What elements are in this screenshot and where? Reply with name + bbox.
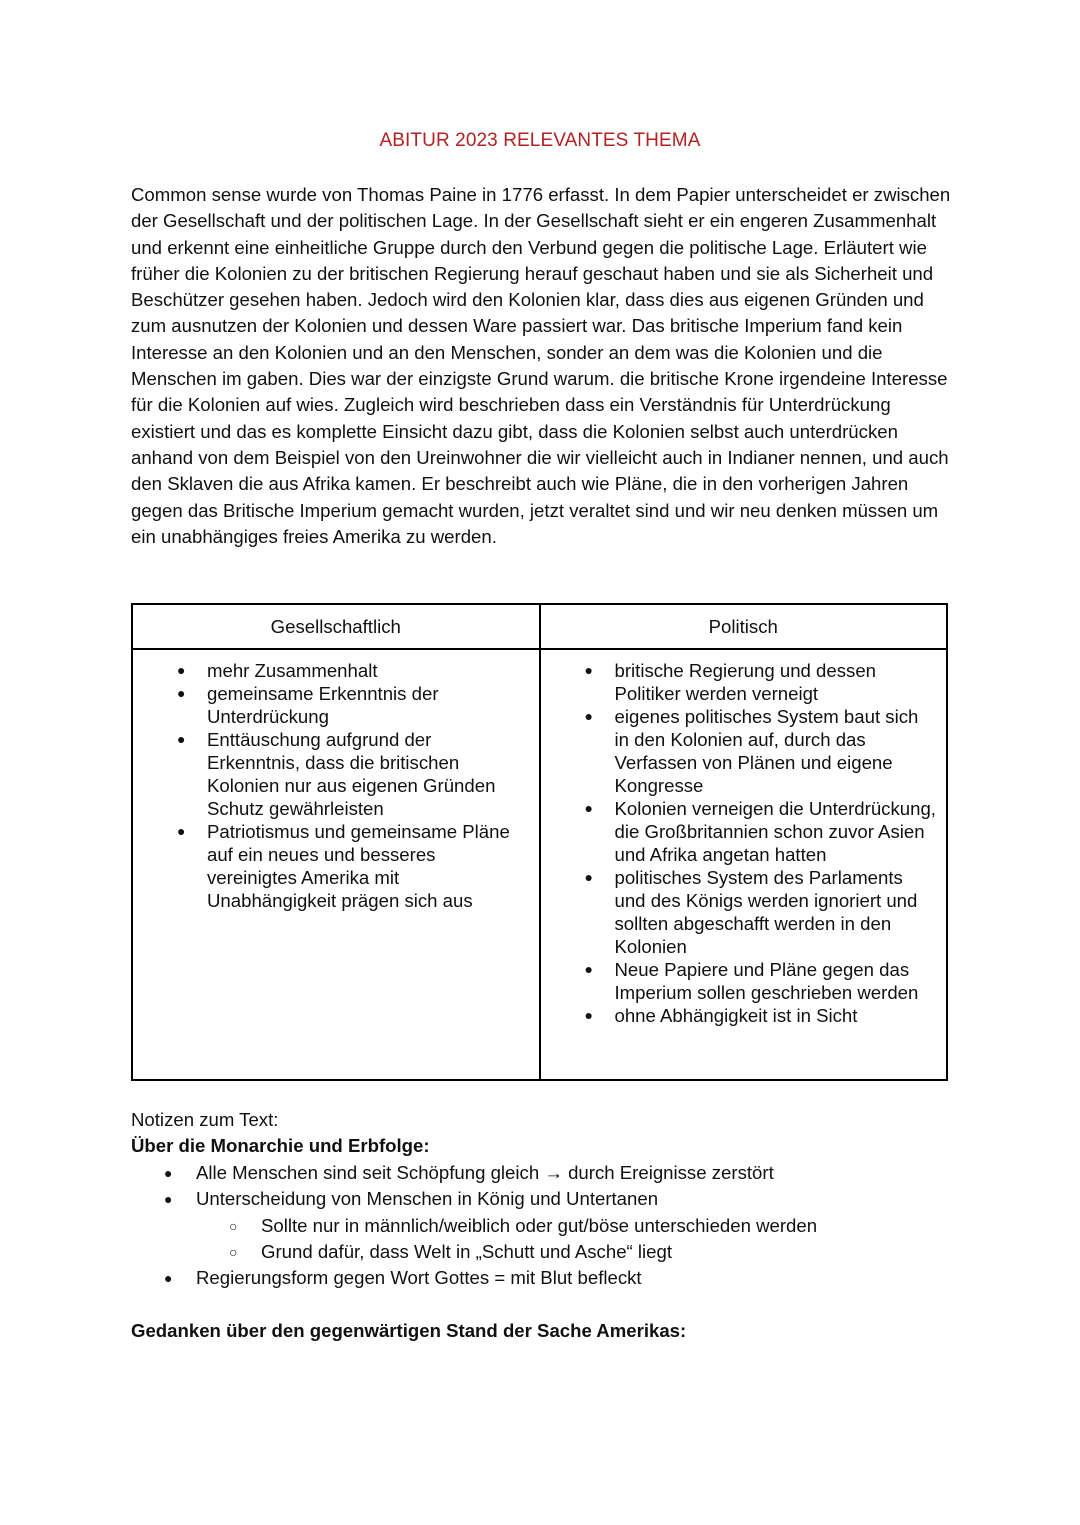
intro-paragraph: Common sense wurde von Thomas Paine in 1776 erfasst. In dem Papier unterscheidet er zwischen der Gesellschaft und der politischen Lage. In der Gesellschaft sieht er ein engeren Zusammenhalt und erkennt eine einheitliche Gruppe durch den Verbund gegen die politische Lage. Erläutert wie früher die Kolonien zu der britischen Regierung herauf geschaut haben und sie als Sicherheit und Beschützer gesehen haben. Jedoch wird den Kolonien klar, dass dies aus eigenen Gründen und zum ausnutzen der Kolonien und dessen Ware passiert war. Das britische Imperium fand kein Interesse an den Kolonien und an den Menschen, sonder an dem was die Kolonien und die Menschen im gaben. Dies war der einzigste Grund warum. die britische Krone irgendeine Interesse für die Kolonien auf wies. Zugleich wird beschrieben dass ein Verständnis für Unterdrückung existiert und das es komplette Einsicht dazu gibt, dass die Kolonien selbst auch unterdrücken anhand von dem Beispiel von den Ureinwohner die wir vielleicht auch in Indianer nennen, und auch den Sklaven die aus Afrika kamen. Er beschreibt auch wie Pläne, die in den vorherigen Jahren gegen das Britische Imperium gemacht wurden, jetzt veraltet sind und wir neu denken müssen um ein unabhängiges freies Amerika zu werden. — [131, 184, 951, 547]
list-item: ● Neue Papiere und Pläne gegen das Imperium sollen geschrieben werden — [585, 958, 937, 1004]
list-item: ● ohne Abhängigkeit ist in Sicht — [585, 1004, 937, 1027]
list-item: ● politisches System des Parlaments und des Königs werden ignoriert und sollten abgeschafft werden in den Kolonien — [585, 866, 937, 958]
sub-list-item: ○ Sollte nur in männlich/weiblich oder gut/böse unterschieden werden — [229, 1213, 1024, 1239]
list-item: ● gemeinsame Erkenntnis der Unterdrückung — [177, 682, 529, 728]
heading-monarchie: Über die Monarchie und Erbfolge: — [131, 1135, 430, 1156]
cell-politisch — [540, 649, 948, 1080]
gesellschaftlich-list — [133, 650, 539, 912]
list-item: ● Kolonien verneigen die Unterdrückung, die Großbritannien schon zuvor Asien und Afrika angetan hatten — [585, 797, 937, 866]
cell-gesellschaftlich — [132, 649, 540, 1080]
comparison-table — [131, 603, 948, 1081]
header-politisch: Politisch — [540, 604, 948, 649]
header-gesellschaftlich: Gesellschaftlich — [132, 604, 540, 649]
heading-gedanken: Gedanken über den gegenwärtigen Stand der Sache Amerikas: — [131, 1320, 687, 1341]
notes-list — [164, 1160, 1024, 1291]
list-item: ● Regierungsform gegen Wort Gottes = mit Blut befleckt — [164, 1265, 1024, 1291]
document-title: ABITUR 2023 RELEVANTES THEMA — [379, 130, 701, 151]
list-item: ● britische Regierung und dessen Politiker werden verneigt — [585, 659, 937, 705]
list-item: ● Alle Menschen sind seit Schöpfung gleich → durch Ereignisse zerstört — [164, 1160, 1024, 1186]
politisch-list — [541, 650, 947, 1027]
list-item: ● eigenes politisches System baut sich in den Kolonien auf, durch das Verfassen von Plänen und eigene Kongresse — [585, 705, 937, 797]
sub-list-item: ○ Grund dafür, dass Welt in „Schutt und Asche“ liegt — [229, 1239, 1024, 1265]
list-item: ● mehr Zusammenhalt — [177, 659, 529, 682]
table-body-row — [132, 649, 947, 1080]
list-item: ● Patriotismus und gemeinsame Pläne auf ein neues und besseres vereinigtes Amerika mit Unabhängigkeit prägen sich aus — [177, 820, 529, 912]
list-item: ● Unterscheidung von Menschen in König und Untertanen — [164, 1186, 1024, 1212]
notes-label: Notizen zum Text: — [131, 1109, 279, 1130]
list-item: ● Enttäuschung aufgrund der Erkenntnis, dass die britischen Kolonien nur aus eigenen Gründen Schutz gewährleisten — [177, 728, 529, 820]
table-header-row — [132, 604, 947, 649]
